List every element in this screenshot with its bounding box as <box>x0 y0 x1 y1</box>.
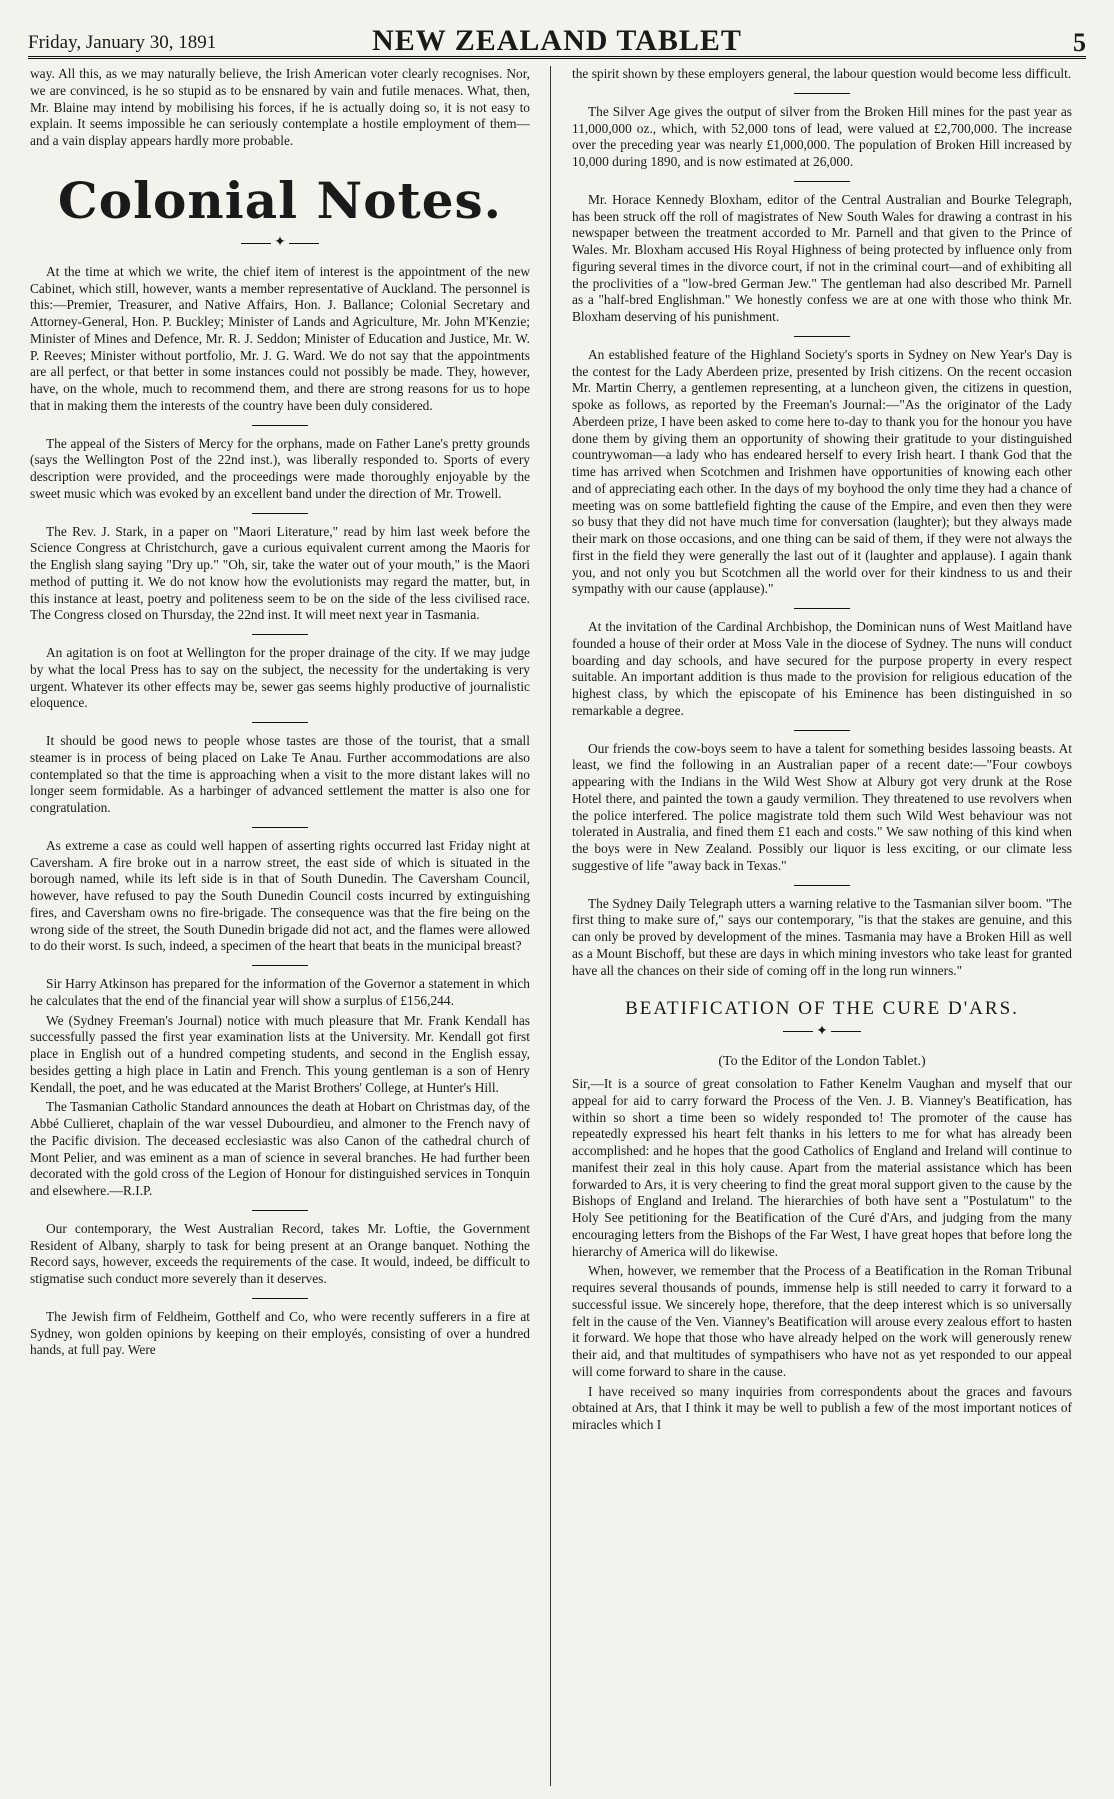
note-paragraph: At the time at which we write, the chief item of interest is the appointment of the new Cabinet, which still, however, wants a member representative of Auckland. The personnel is this:—Premier, Treasurer, and Native Affairs, Hon. J. Ballance; Colonial Secretary and Attorney-General, Hon. P. Buckley; Minister of Lands and Agriculture, Mr. John M'Kenzie; Minister of Mines and Defence, Mr. R. J. Seddon; Minister of Education and Justice, Mr. W. P. Reeves; Minister without portfolio, Mr. J. G. Ward. We do not say that the appointments are all perfect, or that better in some instances could not possibly be made. They, however, have, on the whole, much to recommend them, and there are strong reasons for us to hope that in making them the interests of the country have been duly considered. <box>30 263 530 413</box>
column-rule <box>550 66 551 1786</box>
continued-paragraph: the spirit shown by these employers general, the labour question would become less difficult. <box>572 66 1072 81</box>
note-paragraph: Our friends the cow-boys seem to have a talent for something besides lassoing beasts. At least, we find the following in an Australian paper of a recent date:—"Four cowboys appearing with the Indians in the Wild West Show at Albury got very drunk at the Rose Hotel there, and painted the town a gaudy vermilion. They threatened to use revolvers when the police interfered. The police magistrate told them such Wild West behaviour was not tolerated in Australia, and fined them £1 each and costs." We saw nothing of this kind when the boys were in New Zealand. Possibly our liquor is less exciting, or our climate less suggestive of life "away back in Texas." <box>572 740 1072 873</box>
right-column <box>572 66 1072 1788</box>
ornament-divider <box>30 234 530 252</box>
note-paragraph: An established feature of the Highland Society's sports in Sydney on New Year's Day is the contest for the Lady Aberdeen prize, presented by Irish citizens. On the recent occasion Mr. Martin Cherry, a gentlemen representing, at a luncheon given, the citizens in question, spoke as follows, as reported by the Freeman's Journal:—"As the originator of the Lady Aberdeen prize, I have been asked to come here to-day to thank you for the honour you have done them by giving them an opportunity of showing their gratitude to your distinguished countrywoman—a lady who has endeared herself to every Irish heart. I thank God that the time has arrived when Scotchmen and Irishmen have opportunities of knowing each other and of appreciating each other. In the days of my boyhood the only time they had a chance of meeting was on some battlefield fighting the cause of the Empire, and even then they were so busy that they did not have much time for conversation (laughter); but they always made their mark on those occasions, and one thing can be said of them, if they were not always the first in the field they were generally the last out of it (laughter and applause). I again thank you, and not only you but Scotchmen all the world over for their kindness to us and their sympathy with our cause (applause)." <box>572 346 1072 597</box>
note-paragraph: The Tasmanian Catholic Standard announces the death at Hobart on Christmas day, of the Abbé Cullieret, chaplain of the war vessel Dubourdieu, and almoner to the French navy of the Pacific division. The deceased ecclesiastic was also Canon of the cathedral church of Mont Pelier, and was eminent as a man of science in several branches. He had further been decorated with the gold cross of the Legion of Honour for distinguished services in Tonquin and elsewhere.—R.I.P. <box>30 1099 530 1198</box>
note-paragraph: The Jewish firm of Feldheim, Gotthelf and Co, who were recently sufferers in a fire at Sydney, won golden opinions by keeping on their employés, consisting of over a hundred hands, at full pay. Were <box>30 1308 530 1358</box>
note-paragraph: The Rev. J. Stark, in a paper on "Maori Literature," read by him last week before the Science Congress at Christchurch, gave a curious equivalent current among the Maoris for the English slang saying "Dry up." "Oh, sir, take the water out of your mouth," is the Maori method of putting it. We do not know how the evolutionists may regard the matter, but, in this instance at least, poetry and politeness seem to be on the side of the less civilised race. The Congress closed on Thursday, the 22nd inst. It will meet next year in Tasmania. <box>30 523 530 623</box>
note-paragraph: The Sydney Daily Telegraph utters a warning relative to the Tasmanian silver boom. "The first thing to make sure of," says our contemporary, "is that the stakes are genuine, and this can only be proved by development of the mines. Tasmania may have a Broken Hill as well as a Mount Bischoff, but these are days in which mining investors who take least for granted have all the chances on their side of coming off in the long run winners." <box>572 895 1072 978</box>
note-paragraph: It should be good news to people whose tastes are those of the tourist, that a small steamer is in process of being placed on Lake Te Anau. Further accommodations are also contemplated so that the time is approaching when a visit to the more distant lakes will no longer seem formidable. As a harbinger of advanced settlement the matter is also one for congratulation. <box>30 733 530 815</box>
separator <box>252 513 308 514</box>
ornament-icon: ✦ <box>816 1024 828 1039</box>
ornament-icon: ✦ <box>274 235 286 251</box>
letter-paragraph: I have received so many inquiries from correspondents about the graces and favours obtained at Ars, that I think it may be well to publish a few of the most important notices of miracles which I <box>572 1383 1072 1432</box>
separator <box>252 425 308 426</box>
note-paragraph: Sir Harry Atkinson has prepared for the information of the Governor a statement in which he calculates that the end of the financial year will show a surplus of £156,244. <box>30 976 530 1008</box>
separator <box>794 181 850 182</box>
letter-paragraph: When, however, we remember that the Process of a Beatification in the Roman Tribunal requires several thousands of pounds, immense help is still needed to carry it forward to a successful issue. We sincerely hope, therefore, that the deep interest which is so universally felt in the cause of the Ven. Vianney's Beatification will arouse every zealous effort to hasten it forward. We hope that those who have already helped on the work will generously renew their aid, and that multitudes of sympathisers who have not as yet responded to our appeal will come forward to share in the cause. <box>572 1263 1072 1379</box>
note-paragraph: At the invitation of the Cardinal Archbishop, the Dominican nuns of West Maitland have founded a house of their order at Moss Vale in the diocese of Sydney. The nuns will conduct boarding and day schools, and have secured for the purpose property in every respect suitable. An important addition is thus made to the provision for religious education of the highest class, by which the episcopate of his Eminence has been distinguished in so remarkable a degree. <box>572 619 1072 718</box>
note-paragraph: Mr. Horace Kennedy Bloxham, editor of the Central Australian and Bourke Telegraph, has been struck off the roll of magistrates of New South Wales for drawing a contrast in his newspaper between the treatment accorded to Mr. Parnell and that given to the Prince of Wales. Mr. Bloxham accused His Royal Highness of being protected by influence only from figuring several times in the divorce court, if not in the criminal court—and of exhibiting all the proclivities of a "low-bred German Jew." The gentleman had also described Mr. Parnell as a "half-bred Englishman." We honestly confess we are at one with those who think Mr. Bloxham deserving of his punishment. <box>572 191 1072 324</box>
beatification-subtitle: (To the Editor of the London Tablet.) <box>718 1053 926 1069</box>
letter-paragraph: Sir,—It is a source of great consolation to Father Kenelm Vaughan and myself that our appeal for aid to carry forward the Process of the Ven. J. B. Vianney's Beatification, has within so short a time been so widely responded to! The promoter of the cause has repeatedly expressed his heart felt thanks in his letters to me for what has already been accomplished: and he hopes that the good Catholics of England and Ireland will continue to manifest their zeal in this holy cause. Apart from the material assistance which has been forwarded to Ars, it is very cheering to find the great moral support given to the cause by the Bishops of England and Ireland. The hierarchies of both have sent a "Postulatum" to the Holy See petitioning for the Beatification of the Curé d'Ars, and judging from the many encouraging letters from the Bishops of the Far West, I have great hopes that before long the hierarchy of America will do likewise. <box>572 1076 1072 1259</box>
note-paragraph: Our contemporary, the West Australian Record, takes Mr. Loftie, the Government Resident of Albany, sharply to task for being present at an Orange banquet. Nothing the Record says, however, exceeds the requirements of the case. It would, indeed, be difficult to stigmatise such conduct more severely than it deserves. <box>30 1220 530 1286</box>
ornament-divider <box>572 1023 1072 1041</box>
separator <box>252 965 308 966</box>
colonial-notes-heading: Colonial Notes. <box>57 170 503 230</box>
separator <box>252 722 308 723</box>
separator <box>794 885 850 886</box>
separator <box>252 1210 308 1211</box>
separator <box>794 730 850 731</box>
separator <box>252 634 308 635</box>
separator <box>794 608 850 609</box>
separator <box>794 336 850 337</box>
note-paragraph: The appeal of the Sisters of Mercy for the orphans, made on Father Lane's pretty grounds (says the Wellington Post of the 22nd inst.), was liberally responded to. Sports of every description were provided, and the proceedings were made thoroughly enjoyable by the sweet music which was evoked by an excellent band under the direction of Mr. Trowell. <box>30 435 530 501</box>
separator <box>252 1298 308 1299</box>
masthead <box>28 14 1086 59</box>
note-paragraph: The Silver Age gives the output of silver from the Broken Hill mines for the past year as 11,000,000 oz., which, with 52,000 tons of lead, were valued at £2,700,000. The increase over the preceding year was nearly £1,000,000. The population of Broken Hill increased by 10,000 during 1890, and is now estimated at 26,000. <box>572 103 1072 169</box>
separator <box>252 827 308 828</box>
beatification-heading: BEATIFICATION OF THE CURE D'ARS. <box>625 998 1019 1020</box>
issue-date: Friday, January 30, 1891 <box>28 32 217 53</box>
left-column <box>30 66 530 1788</box>
note-paragraph: As extreme a case as could well happen of asserting rights occurred last Friday night at Caversham. A fire broke out in a narrow street, the east side of which is situated in the borough named, while its left side is in that of South Dunedin. The Caversham Council, however, have refused to pay the South Dunedin Council costs incurred by extinguishing fires, and Caversham owns no fire-brigade. The consequence was that the fire being on the wrong side of the street, the South Dunedin brigade did not act, and the flames were allowed to do their worst. Is such, indeed, a specimen of the heart that beats in the municipal breast? <box>30 837 530 954</box>
newspaper-title: NEW ZEALAND TABLET <box>372 24 742 57</box>
page-number: 5 <box>1073 28 1086 57</box>
note-paragraph: An agitation is on foot at Wellington for the proper drainage of the city. If we may judge by what the local Press has to say on the subject, the necessity for the undertaking is very urgent. Whatever its other effects may be, sewer gas seems highly productive of journalistic eloquence. <box>30 645 530 711</box>
continued-paragraph: way. All this, as we may naturally believe, the Irish American voter clearly recognises. Nor, we are convinced, is he so stupid as to be ensnared by vain and futile menaces. What, then, Mr. Blaine may intend by mobilising his forces, if he is actually doing so, it is not easy to explain. It seems impossible he can seriously contemplate a hostile employment of them—and a vain display appears hardly more probable. <box>30 66 530 148</box>
note-paragraph: We (Sydney Freeman's Journal) notice with much pleasure that Mr. Frank Kendall has successfully passed the first year examination lists at the University. Mr. Kendall got first place in English out of a hundred competing students, and second in the English essay, besides getting a high place in Latin and French. This young gentleman is a son of Henry Kendall, the poet, and he was educated at the Marist Brothers' College, at Hunter's Hill. <box>30 1012 530 1095</box>
separator <box>794 93 850 94</box>
